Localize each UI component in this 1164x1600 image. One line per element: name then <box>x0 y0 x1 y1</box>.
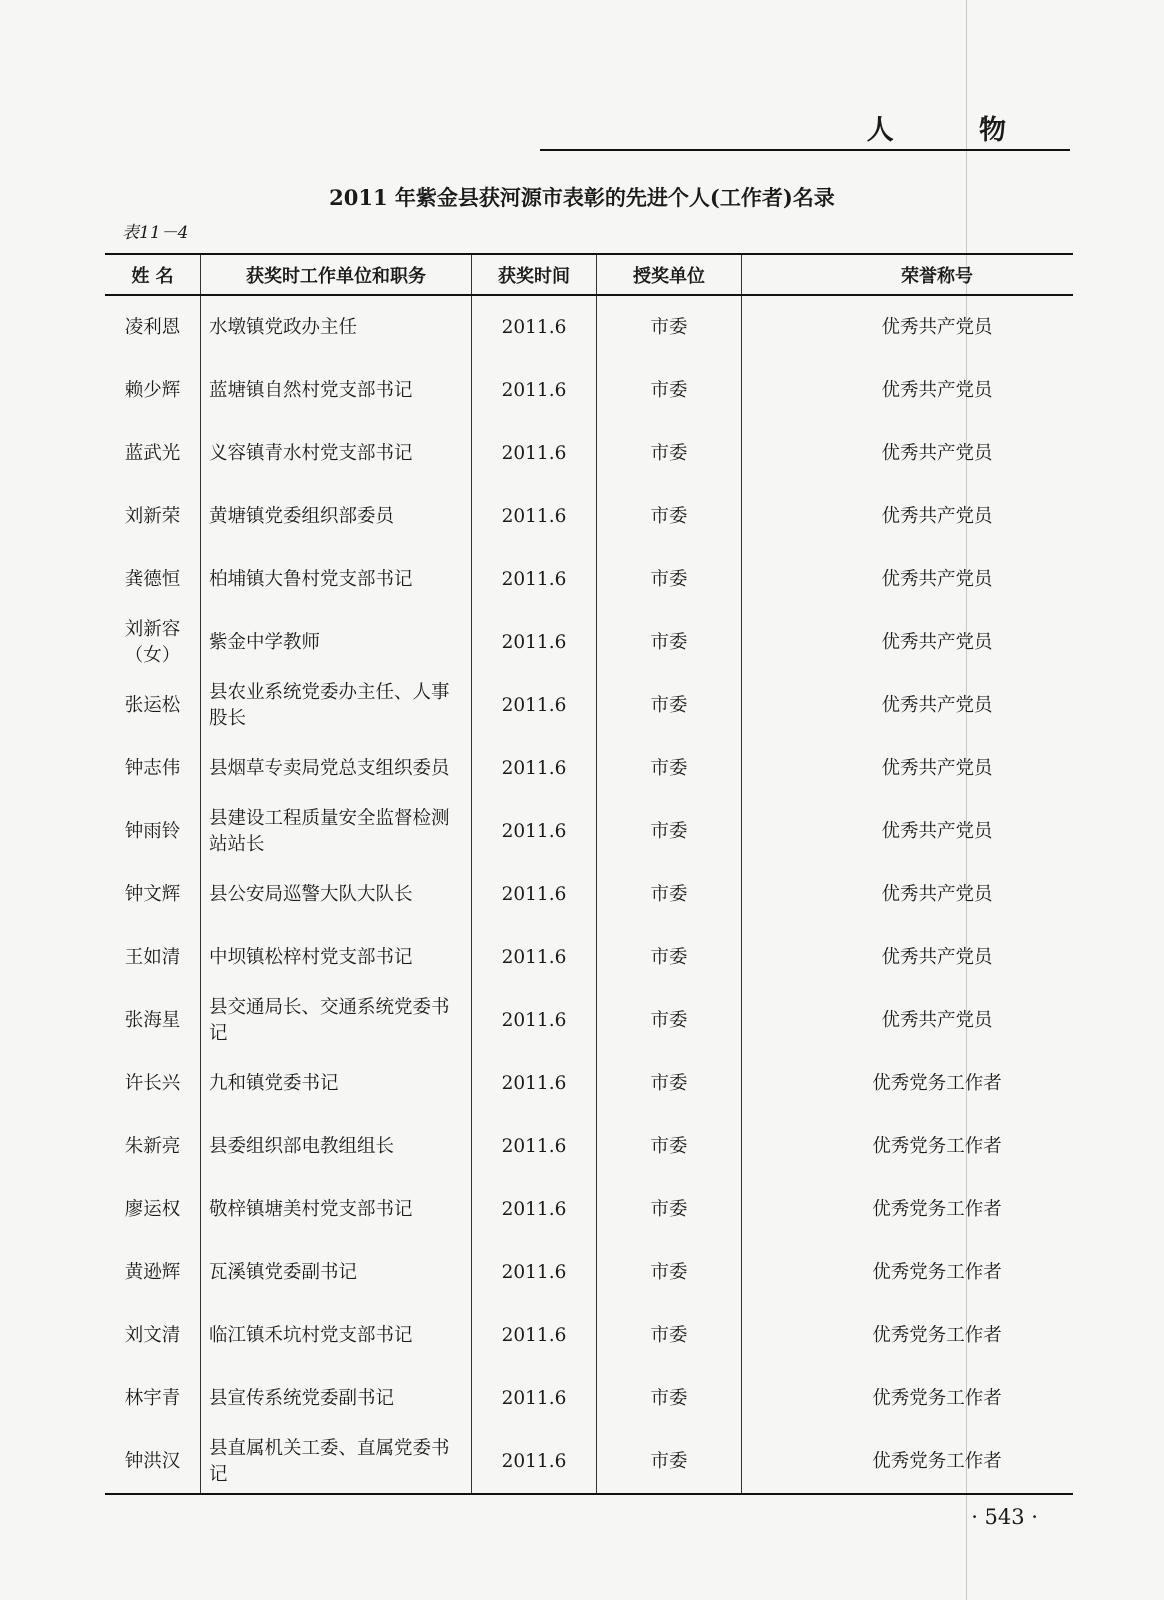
cell-name: 张海星 <box>124 1009 181 1031</box>
cell-unit: 县公安局巡警大队大队长 <box>201 863 472 926</box>
cell-date: 2011.6 <box>472 295 597 359</box>
column-header-org: 授奖单位 <box>597 254 742 295</box>
table-row <box>105 422 1073 485</box>
table-row <box>105 1367 1073 1430</box>
cell-unit: 县交通局长、交通系统党委书记 <box>201 989 472 1052</box>
cell-org: 市委 <box>597 1430 742 1494</box>
cell-org: 市委 <box>597 1115 742 1178</box>
cell-date: 2011.6 <box>472 1430 597 1494</box>
cell-date: 2011.6 <box>472 485 597 548</box>
table-row <box>105 863 1073 926</box>
cell-org: 市委 <box>597 1304 742 1367</box>
cell-honor: 优秀共产党员 <box>742 422 1074 485</box>
table-row <box>105 548 1073 611</box>
cell-name: 蓝武光 <box>124 442 181 464</box>
table-row <box>105 674 1073 737</box>
cell-honor: 优秀党务工作者 <box>742 1178 1074 1241</box>
cell-org: 市委 <box>597 989 742 1052</box>
cell-honor: 优秀共产党员 <box>742 737 1074 800</box>
cell-honor: 优秀共产党员 <box>742 485 1074 548</box>
cell-org: 市委 <box>597 674 742 737</box>
cell-org: 市委 <box>597 422 742 485</box>
cell-date: 2011.6 <box>472 548 597 611</box>
table-body <box>105 295 1073 1494</box>
cell-name: 张运松 <box>124 694 181 716</box>
cell-unit: 瓦溪镇党委副书记 <box>201 1241 472 1304</box>
cell-name: 凌利恩 <box>124 316 181 338</box>
cell-date: 2011.6 <box>472 926 597 989</box>
cell-honor: 优秀共产党员 <box>742 359 1074 422</box>
cell-honor: 优秀党务工作者 <box>742 1241 1074 1304</box>
cell-name: 廖运权 <box>124 1198 181 1220</box>
cell-honor: 优秀党务工作者 <box>742 1304 1074 1367</box>
cell-date: 2011.6 <box>472 1052 597 1115</box>
table-row <box>105 737 1073 800</box>
cell-unit: 敬梓镇塘美村党支部书记 <box>201 1178 472 1241</box>
column-header-honor: 荣誉称号 <box>742 254 1074 295</box>
table-row <box>105 800 1073 863</box>
cell-date: 2011.6 <box>472 359 597 422</box>
column-header-name: 姓 名 <box>105 254 201 295</box>
cell-date: 2011.6 <box>472 1241 597 1304</box>
cell-honor: 优秀共产党员 <box>742 863 1074 926</box>
cell-org: 市委 <box>597 1052 742 1115</box>
cell-name: 王如清 <box>124 946 181 968</box>
page-number: · 543 · <box>971 1505 1038 1529</box>
cell-date: 2011.6 <box>472 800 597 863</box>
cell-date: 2011.6 <box>472 863 597 926</box>
cell-unit: 柏埔镇大鲁村党支部书记 <box>201 548 472 611</box>
cell-honor: 优秀共产党员 <box>742 674 1074 737</box>
cell-name: 刘新容（女） <box>124 618 181 666</box>
table-row <box>105 359 1073 422</box>
table-row <box>105 1178 1073 1241</box>
cell-unit: 临江镇禾坑村党支部书记 <box>201 1304 472 1367</box>
cell-date: 2011.6 <box>472 737 597 800</box>
cell-unit: 县委组织部电教组组长 <box>201 1115 472 1178</box>
cell-date: 2011.6 <box>472 1178 597 1241</box>
column-header-date: 获奖时间 <box>472 254 597 295</box>
table-row <box>105 1304 1073 1367</box>
cell-name: 林宇青 <box>124 1387 181 1409</box>
table-row <box>105 926 1073 989</box>
cell-unit: 蓝塘镇自然村党支部书记 <box>201 359 472 422</box>
cell-org: 市委 <box>597 611 742 674</box>
cell-date: 2011.6 <box>472 674 597 737</box>
table-header-row <box>105 254 1073 295</box>
cell-unit: 紫金中学教师 <box>201 611 472 674</box>
section-header: 人 物 <box>866 115 1044 146</box>
cell-name: 钟文辉 <box>124 883 181 905</box>
cell-honor: 优秀共产党员 <box>742 989 1074 1052</box>
cell-date: 2011.6 <box>472 422 597 485</box>
cell-date: 2011.6 <box>472 1367 597 1430</box>
cell-org: 市委 <box>597 548 742 611</box>
cell-name: 许长兴 <box>124 1072 181 1094</box>
honor-records-table <box>105 253 1073 1495</box>
table-row <box>105 1430 1073 1494</box>
cell-date: 2011.6 <box>472 611 597 674</box>
cell-honor: 优秀党务工作者 <box>742 1052 1074 1115</box>
cell-unit: 县直属机关工委、直属党委书记 <box>201 1430 472 1494</box>
cell-honor: 优秀党务工作者 <box>742 1367 1074 1430</box>
cell-honor: 优秀共产党员 <box>742 926 1074 989</box>
cell-date: 2011.6 <box>472 1304 597 1367</box>
header-rule <box>540 149 1070 151</box>
cell-honor: 优秀共产党员 <box>742 611 1074 674</box>
cell-org: 市委 <box>597 359 742 422</box>
table-row <box>105 1115 1073 1178</box>
cell-honor: 优秀共产党员 <box>742 295 1074 359</box>
table-title: 2011 年紫金县获河源市表彰的先进个人(工作者)名录 <box>329 185 835 210</box>
cell-org: 市委 <box>597 863 742 926</box>
cell-org: 市委 <box>597 1367 742 1430</box>
cell-name: 刘文清 <box>124 1324 181 1346</box>
cell-date: 2011.6 <box>472 1115 597 1178</box>
cell-org: 市委 <box>597 295 742 359</box>
table-row <box>105 989 1073 1052</box>
cell-name: 钟雨铃 <box>124 820 181 842</box>
cell-unit: 水墩镇党政办主任 <box>201 295 472 359</box>
cell-name: 钟洪汉 <box>105 1430 201 1494</box>
cell-name: 钟志伟 <box>124 757 181 779</box>
cell-unit: 九和镇党委书记 <box>201 1052 472 1115</box>
table-row <box>105 295 1073 359</box>
column-header-unit: 获奖时工作单位和职务 <box>201 254 472 295</box>
cell-unit: 义容镇青水村党支部书记 <box>201 422 472 485</box>
table-row <box>105 485 1073 548</box>
cell-org: 市委 <box>597 1241 742 1304</box>
cell-org: 市委 <box>597 1178 742 1241</box>
cell-unit: 县农业系统党委办主任、人事股长 <box>201 674 472 737</box>
cell-honor: 优秀共产党员 <box>742 548 1074 611</box>
cell-unit: 黄塘镇党委组织部委员 <box>201 485 472 548</box>
cell-honor: 优秀共产党员 <box>742 800 1074 863</box>
table-row <box>105 1241 1073 1304</box>
cell-unit: 县宣传系统党委副书记 <box>201 1367 472 1430</box>
cell-honor: 优秀党务工作者 <box>742 1430 1074 1494</box>
cell-name: 龚德恒 <box>124 568 181 590</box>
cell-name: 黄逊辉 <box>124 1261 181 1283</box>
table-row <box>105 1052 1073 1115</box>
cell-org: 市委 <box>597 737 742 800</box>
cell-name: 刘新荣 <box>124 505 181 527</box>
cell-name: 赖少辉 <box>124 379 181 401</box>
cell-org: 市委 <box>597 485 742 548</box>
cell-org: 市委 <box>597 800 742 863</box>
cell-org: 市委 <box>597 926 742 989</box>
cell-unit: 县建设工程质量安全监督检测站站长 <box>201 800 472 863</box>
cell-name: 朱新亮 <box>124 1135 181 1157</box>
table-row <box>105 611 1073 674</box>
cell-honor: 优秀党务工作者 <box>742 1115 1074 1178</box>
cell-date: 2011.6 <box>472 989 597 1052</box>
cell-unit: 县烟草专卖局党总支组织委员 <box>201 737 472 800</box>
cell-unit: 中坝镇松梓村党支部书记 <box>201 926 472 989</box>
table-number: 表11－4 <box>122 223 189 243</box>
